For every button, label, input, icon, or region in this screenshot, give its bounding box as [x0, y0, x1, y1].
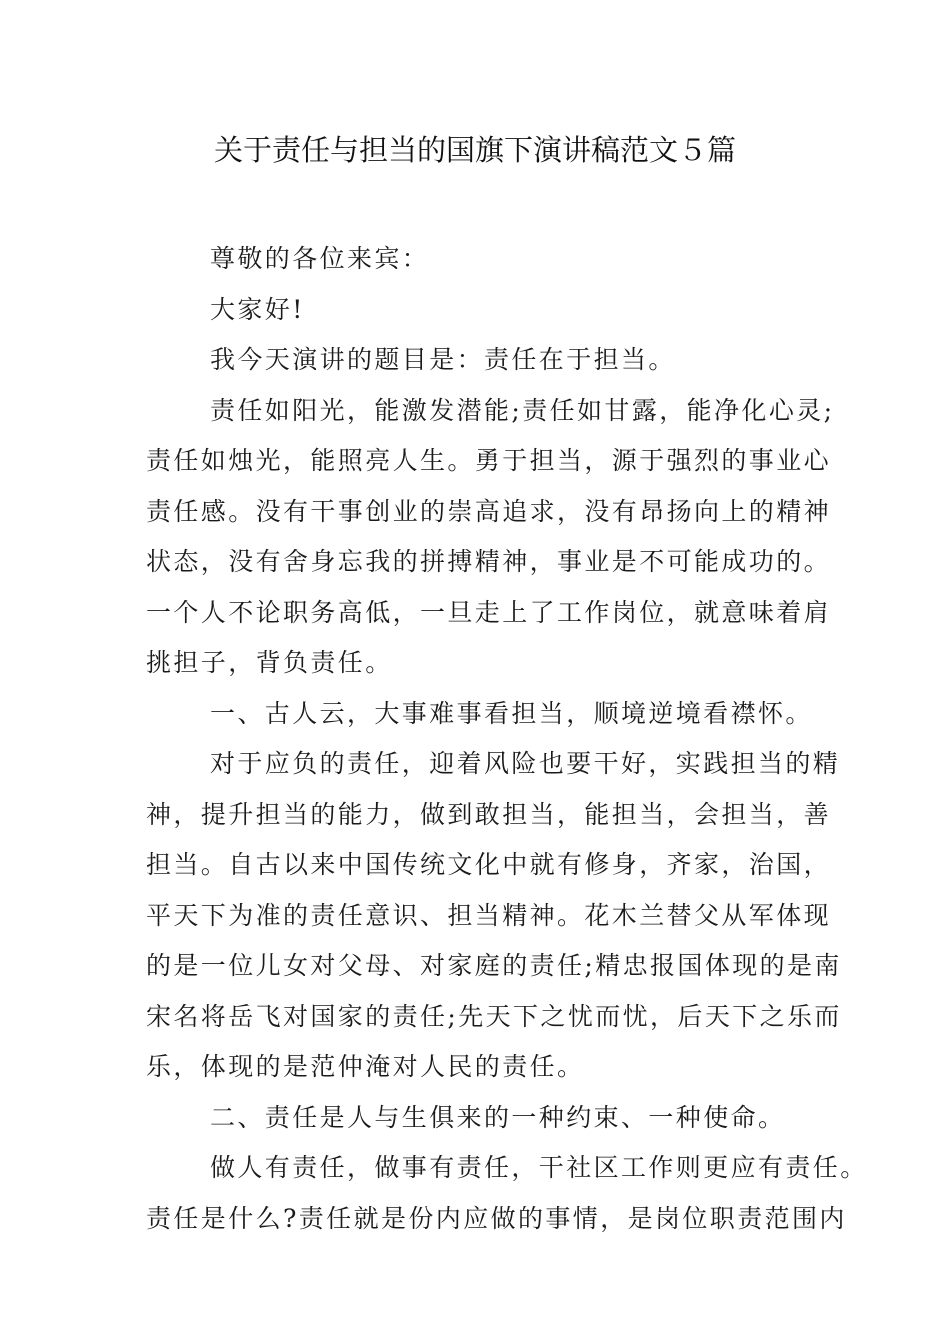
section-heading-2: 二、责任是人与生俱来的一种约束、一种使命。: [210, 1102, 786, 1132]
greeting-line: 尊敬的各位来宾：: [210, 244, 430, 273]
paragraph-line: 责任感。没有干事创业的崇高追求，没有昂扬向上的精神: [146, 496, 832, 526]
paragraph-line: 责任如烛光，能照亮人生。勇于担当，源于强烈的事业心: [146, 446, 832, 475]
paragraph-line: 做人有责任，做事有责任，干社区工作则更应有责任。: [210, 1153, 868, 1182]
paragraph-line: 对于应负的责任，迎着风险也要干好，实践担当的精: [210, 749, 841, 778]
paragraph-line: 一个人不论职务高低，一旦走上了工作岗位，就意味着肩: [146, 597, 832, 627]
document-body: [146, 234, 868, 1244]
section-heading-1: 一、古人云，大事难事看担当，顺境逆境看襟怀。: [210, 698, 813, 728]
paragraph-line: 挑担子，背负责任。: [146, 648, 393, 677]
paragraph-line: 责任如阳光，能激发潜能;责任如甘露，能净化心灵;: [210, 395, 835, 425]
paragraph-line: 乐，体现的是范仲淹对人民的责任。: [146, 1052, 585, 1081]
paragraph-line: 神，提升担当的能力，做到敢担当，能担当，会担当，善: [146, 799, 832, 829]
paragraph-line: 宋名将岳飞对国家的责任;先天下之忧而忧，后天下之乐而: [146, 1001, 842, 1031]
paragraph-line: 担当。自古以来中国传统文化中就有修身，齐家，治国，: [146, 850, 832, 879]
paragraph-line: 状态，没有舍身忘我的拼搏精神，事业是不可能成功的。: [146, 547, 832, 576]
document-title: 关于责任与担当的国旗下演讲稿范文５篇: [213, 133, 736, 167]
paragraph-line: 平天下为准的责任意识、担当精神。花木兰替父从军体现: [146, 900, 832, 930]
paragraph-line: 的是一位儿女对父母、对家庭的责任;精忠报国体现的是南: [146, 951, 842, 980]
paragraph-line: 责任是什么?责任就是份内应做的事情，是岗位职责范围内: [146, 1203, 847, 1233]
salutation-line: 大家好!: [210, 294, 305, 324]
topic-line: 我今天演讲的题目是：责任在于担当。: [210, 345, 676, 374]
